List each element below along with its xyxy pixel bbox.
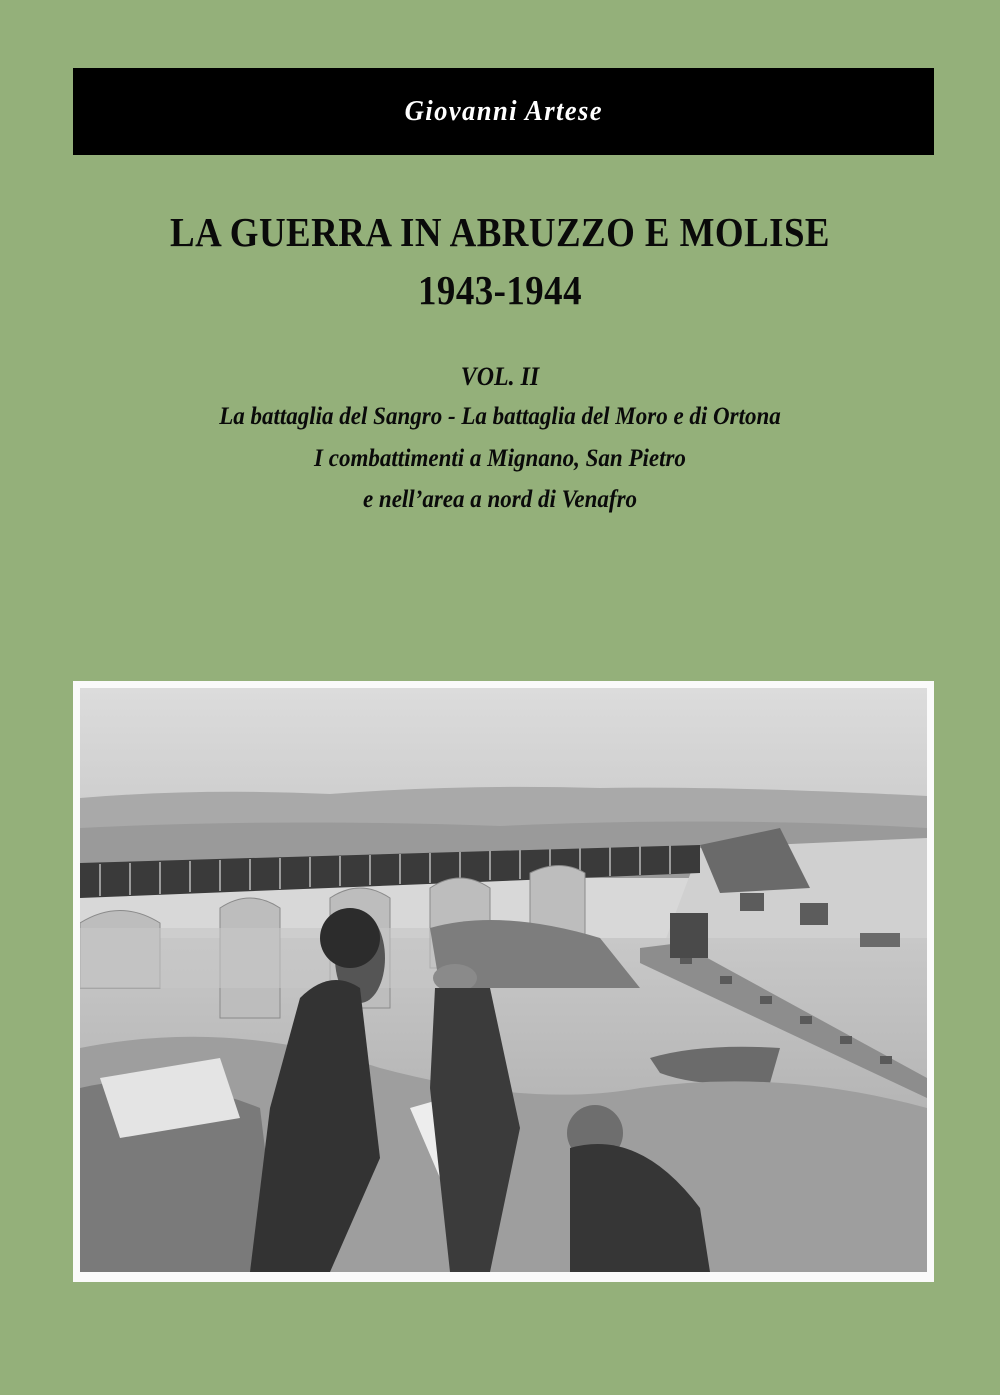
cover-photo xyxy=(80,688,927,1272)
subtitle-line-3: e nell’area a nord di Venafro xyxy=(362,486,638,513)
cover-photo-frame xyxy=(73,681,934,1282)
war-scene-image xyxy=(80,688,927,1272)
author-name: Giovanni Artese xyxy=(404,95,603,127)
volume-label: VOL. II xyxy=(460,362,540,391)
book-years: 1943-1944 xyxy=(418,267,582,313)
author-band xyxy=(73,68,934,155)
subtitle-line-1: La battaglia del Sangro - La battaglia del Moro e di Ortona xyxy=(219,403,781,430)
book-title: LA GUERRA IN ABRUZZO E MOLISE xyxy=(170,209,830,255)
subtitle-line-2: I combattimenti a Mignano, San Pietro xyxy=(314,445,686,472)
